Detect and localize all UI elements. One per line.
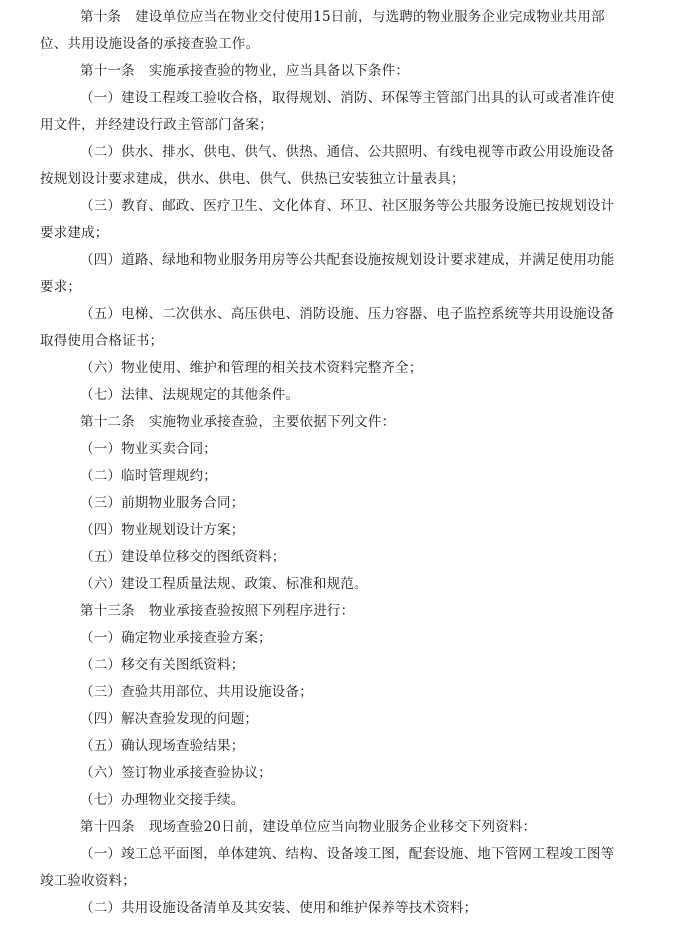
- list-item: （四）解决查验发现的问题；: [80, 711, 259, 727]
- list-item: （七）法律、法规规定的其他条件。: [80, 387, 300, 403]
- list-item: （一）建设工程竣工验收合格，取得规划、消防、环保等主管部门出具的认可或者准许使用文件，并经建设行政主管部门备案；: [40, 90, 615, 133]
- list-item: （二）供水、排水、供电、供气、供热、通信、公共照明、有线电视等市政公用设施设备按规划设计要求建成，供水、供电、供气、供热已安装独立计量表具；: [40, 144, 615, 187]
- article-13: [80, 598, 625, 625]
- article-number: 第十二条: [80, 414, 135, 430]
- article-text: 实施物业承接查验，主要依据下列文件：: [148, 414, 396, 430]
- article-text: 实施承接查验的物业，应当具备以下条件：: [148, 63, 410, 79]
- article-12: [80, 409, 625, 436]
- list-item: （四）道路、绿地和物业服务用房等公共配套设施按规划设计要求建成，并满足使用功能要求；: [40, 252, 615, 295]
- article-number: 第十三条: [80, 603, 135, 619]
- article-number: 第十条: [80, 9, 122, 25]
- article-text: 物业承接查验按照下列程序进行：: [148, 603, 355, 619]
- list-item: （六）物业使用、维护和管理的相关技术资料完整齐全；: [80, 360, 423, 376]
- list-item: （二）移交有关图纸资料；: [80, 657, 245, 673]
- article-11: [80, 58, 625, 85]
- article-10: [40, 4, 625, 58]
- list-item: （四）物业规划设计方案；: [80, 522, 245, 538]
- list-item: （七）办理物业交接手续。: [80, 792, 245, 808]
- article-number: 第十一条: [80, 63, 135, 79]
- list-item: （三）前期物业服务合同；: [80, 495, 245, 511]
- list-item: （六）签订物业承接查验协议；: [80, 765, 272, 781]
- list-item: （五）电梯、二次供水、高压供电、消防设施、压力容器、电子监控系统等共用设施设备取得使用合格证书；: [40, 306, 615, 349]
- list-item: （六）建设工程质量法规、政策、标准和规范。: [80, 576, 368, 592]
- article-14: [80, 814, 625, 841]
- list-item: （五）确认现场查验结果；: [80, 738, 245, 754]
- list-item: （一）确定物业承接查验方案；: [80, 630, 272, 646]
- list-item: （五）建设单位移交的图纸资料；: [80, 549, 286, 565]
- article-text: 建设单位应当在物业交付使用15日前，与选聘的物业服务企业完成物业共用部位、共用设施设备的承接查验工作。: [40, 9, 605, 52]
- list-item: （二）共用设施设备清单及其安装、使用和维护保养等技术资料；: [80, 900, 478, 916]
- list-item: （二）临时管理规约；: [80, 468, 217, 484]
- article-text: 现场查验20日前，建设单位应当向物业服务企业移交下列资料：: [148, 819, 537, 835]
- list-item: （一）竣工总平面图，单体建筑、结构、设备竣工图，配套设施、地下管网工程竣工图等竣工验收资料；: [40, 846, 615, 889]
- list-item: （三）查验共用部位、共用设施设备；: [80, 684, 313, 700]
- list-item: （一）物业买卖合同；: [80, 441, 217, 457]
- list-item: （三）教育、邮政、医疗卫生、文化体育、环卫、社区服务等公共服务设施已按规划设计要求建成；: [40, 198, 615, 241]
- article-number: 第十四条: [80, 819, 135, 835]
